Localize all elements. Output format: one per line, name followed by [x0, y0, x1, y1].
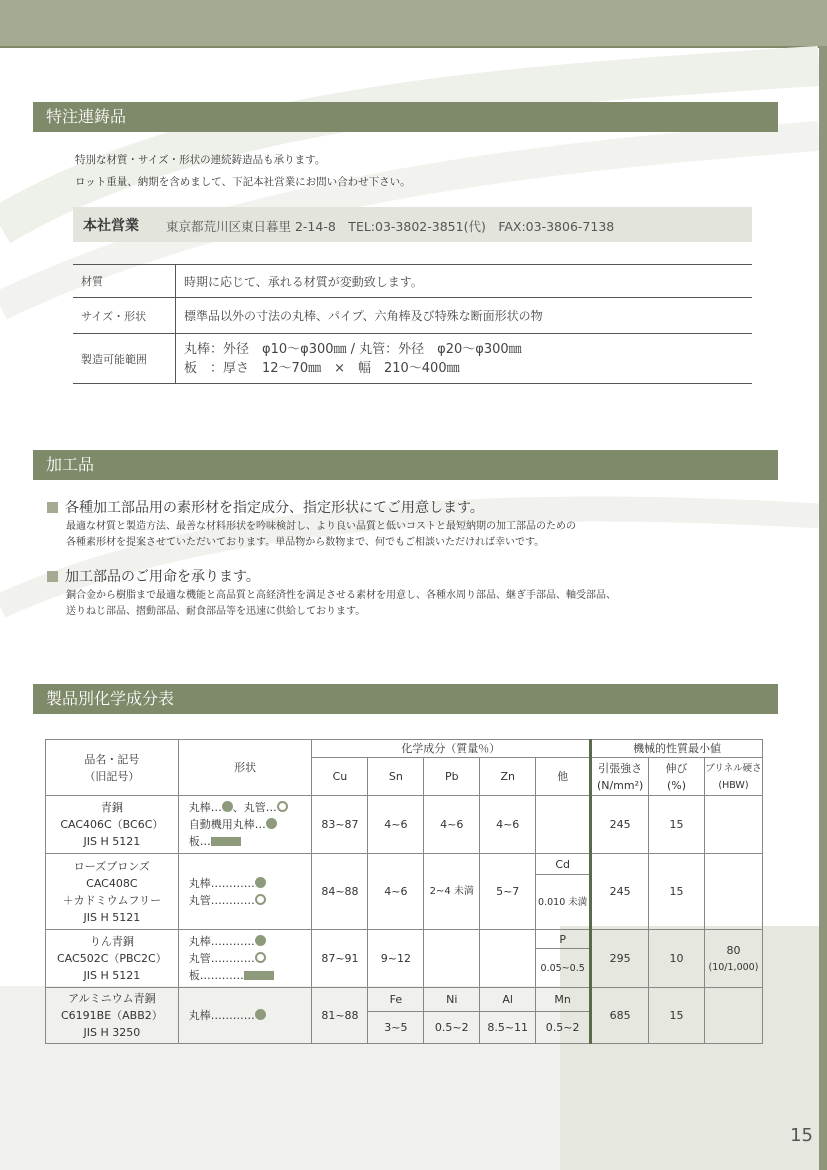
tensile-value: 245: [591, 796, 649, 854]
spec-value: 時期に応じて、承れる材質が変動致します。: [176, 265, 753, 298]
pipe-icon: [277, 801, 288, 812]
pb-value: 2~4 未満: [424, 854, 480, 930]
cu-value: 81~88: [312, 988, 368, 1044]
section-title-machined-parts: 加工品: [33, 450, 778, 480]
cu-value: 84~88: [312, 854, 368, 930]
elongation-value: 10: [649, 930, 705, 988]
mn-value: 0.5~2: [536, 1012, 591, 1044]
square-bullet-icon: [47, 571, 58, 582]
header-hardness: ブリネル硬さ (HBW): [704, 758, 762, 796]
hardness-value: 80 (10/1,000): [704, 930, 762, 988]
bullet-heading-1: [47, 497, 484, 517]
spec-key: サイズ・形状: [73, 298, 176, 334]
bullet-heading-2: [47, 566, 260, 586]
spec-row: [73, 334, 752, 384]
shape-cell: 丸棒… 、丸管… 自動機用丸棒… 板…: [178, 796, 312, 854]
zn-value: 5~7: [480, 854, 536, 930]
bullet-heading-1-text: 各種加工部品用の素形材を指定成分、指定形状にてご用意します。: [65, 500, 484, 516]
fe-label: Fe: [368, 988, 424, 1012]
spec-key: 製造可能範囲: [73, 334, 176, 384]
shape-cell: 丸棒…………: [178, 988, 312, 1044]
other-value: 0.05~0.5: [536, 949, 591, 988]
header-zn: Zn: [480, 758, 536, 796]
office-contact: 東京都荒川区東日暮里 2-14-8 TEL:03-3802-3851(代) FAX:03-3806-7138: [166, 219, 615, 234]
spec-range-line-1: 丸棒：外径 φ10～φ300㎜ / 丸管：外径 φ20～φ300㎜: [184, 341, 522, 357]
head-office-box: [73, 207, 752, 242]
sn-value: 9~12: [368, 930, 424, 988]
product-name: アルミニウム青銅 C6191BE（ABB2） JIS H 3250: [46, 988, 179, 1044]
other-element: P: [536, 930, 591, 949]
spec-row: [73, 265, 752, 298]
elongation-value: 15: [649, 988, 705, 1044]
table-row: [46, 988, 763, 1012]
hardness-value: [704, 988, 762, 1044]
custom-spec-table: [73, 264, 752, 384]
bullet-heading-2-text: 加工部品のご用命を承ります。: [65, 569, 260, 585]
bullet-2-line-2: 送りねじ部品、摺動部品、耐食部品等を迅速に供給しております。: [66, 606, 366, 617]
sn-value: 4~6: [368, 854, 424, 930]
table-row: [46, 796, 763, 854]
header-tensile: 引張強さ (N/mm²): [591, 758, 649, 796]
section-title-custom-casting: 特注連鋳品: [33, 102, 778, 132]
header-cu: Cu: [312, 758, 368, 796]
header-shape: 形状: [178, 740, 312, 796]
header-sn: Sn: [368, 758, 424, 796]
spec-range-line-2: 板 ：厚さ 12～70㎜ × 幅 210～400㎜: [184, 360, 460, 376]
tensile-value: 245: [591, 854, 649, 930]
header-other: 他: [536, 758, 591, 796]
round-bar-icon: [255, 877, 266, 888]
other-value: [536, 796, 591, 854]
spec-key: 材質: [73, 265, 176, 298]
pipe-icon: [255, 952, 266, 963]
cu-value: 83~87: [312, 796, 368, 854]
page-number: 15: [790, 1125, 813, 1146]
other-value: 0.010 未満: [536, 875, 591, 930]
header-mech: 機械的性質最小値: [591, 740, 763, 758]
bullet-1-line-1: 最適な材質と製造方法、最善な材料形状を吟味検討し、より良い品質と低いコストと最短納期の加工部品のための: [66, 521, 576, 532]
fe-value: 3~5: [368, 1012, 424, 1044]
right-edge-band: [819, 46, 827, 1170]
elongation-value: 15: [649, 854, 705, 930]
pb-value: [424, 930, 480, 988]
round-bar-icon: [255, 935, 266, 946]
header-pb: Pb: [424, 758, 480, 796]
spec-value: 標準品以外の寸法の丸棒、パイプ、六角棒及び特殊な断面形状の物: [176, 298, 753, 334]
product-name: りん青銅 CAC502C（PBC2C） JIS H 5121: [46, 930, 179, 988]
product-name: 青銅 CAC406C（BC6C） JIS H 5121: [46, 796, 179, 854]
spec-row: [73, 298, 752, 334]
spec-value: [176, 334, 753, 384]
round-bar-icon: [255, 1009, 266, 1020]
zn-value: [480, 930, 536, 988]
mn-label: Mn: [536, 988, 591, 1012]
plate-icon: [244, 971, 274, 980]
shape-cell: 丸棒………… 丸管………… 板…………: [178, 930, 312, 988]
office-label: 本社営業: [83, 218, 139, 234]
composition-table: [45, 739, 763, 1044]
shape-cell: 丸棒………… 丸管…………: [178, 854, 312, 930]
header-elongation: 伸び (%): [649, 758, 705, 796]
pb-value: 4~6: [424, 796, 480, 854]
ni-value: 0.5~2: [424, 1012, 480, 1044]
round-bar-icon: [266, 818, 277, 829]
pipe-icon: [255, 894, 266, 905]
tensile-value: 685: [591, 988, 649, 1044]
zn-value: 4~6: [480, 796, 536, 854]
other-element: Cd: [536, 854, 591, 875]
plate-icon: [211, 837, 241, 846]
hardness-value: [704, 854, 762, 930]
al-value: 8.5~11: [480, 1012, 536, 1044]
bullet-2-line-1: 銅合金から樹脂まで最適な機能と高品質と高経済性を満足させる素材を用意し、各種水周り部品、継ぎ手部品、軸受部品、: [66, 590, 616, 601]
elongation-value: 15: [649, 796, 705, 854]
sn-value: 4~6: [368, 796, 424, 854]
top-banner: [0, 0, 827, 48]
intro-line-2: ロット重量、納期を含めまして、下記本社営業にお問い合わせ下さい。: [75, 176, 411, 188]
square-bullet-icon: [47, 502, 58, 513]
section-title-composition: 製品別化学成分表: [33, 684, 778, 714]
bullet-1-line-2: 各種素形材を提案させていただいております。単品物から数物まで、何でもご相談いただければ幸いです。: [66, 537, 545, 548]
table-header-row: [46, 740, 763, 758]
header-name: 品名・記号 （旧記号）: [46, 740, 179, 796]
hardness-value: [704, 796, 762, 854]
tensile-value: 295: [591, 930, 649, 988]
table-row: [46, 930, 763, 949]
table-row: [46, 854, 763, 875]
round-bar-icon: [222, 801, 233, 812]
header-chem: 化学成分（質量％）: [312, 740, 591, 758]
product-name: ローズブロンズ CAC408C ＋カドミウムフリー JIS H 5121: [46, 854, 179, 930]
intro-line-1: 特別な材質・サイズ・形状の連続鋳造品も承ります。: [75, 154, 326, 166]
ni-label: Ni: [424, 988, 480, 1012]
al-label: Al: [480, 988, 536, 1012]
cu-value: 87~91: [312, 930, 368, 988]
